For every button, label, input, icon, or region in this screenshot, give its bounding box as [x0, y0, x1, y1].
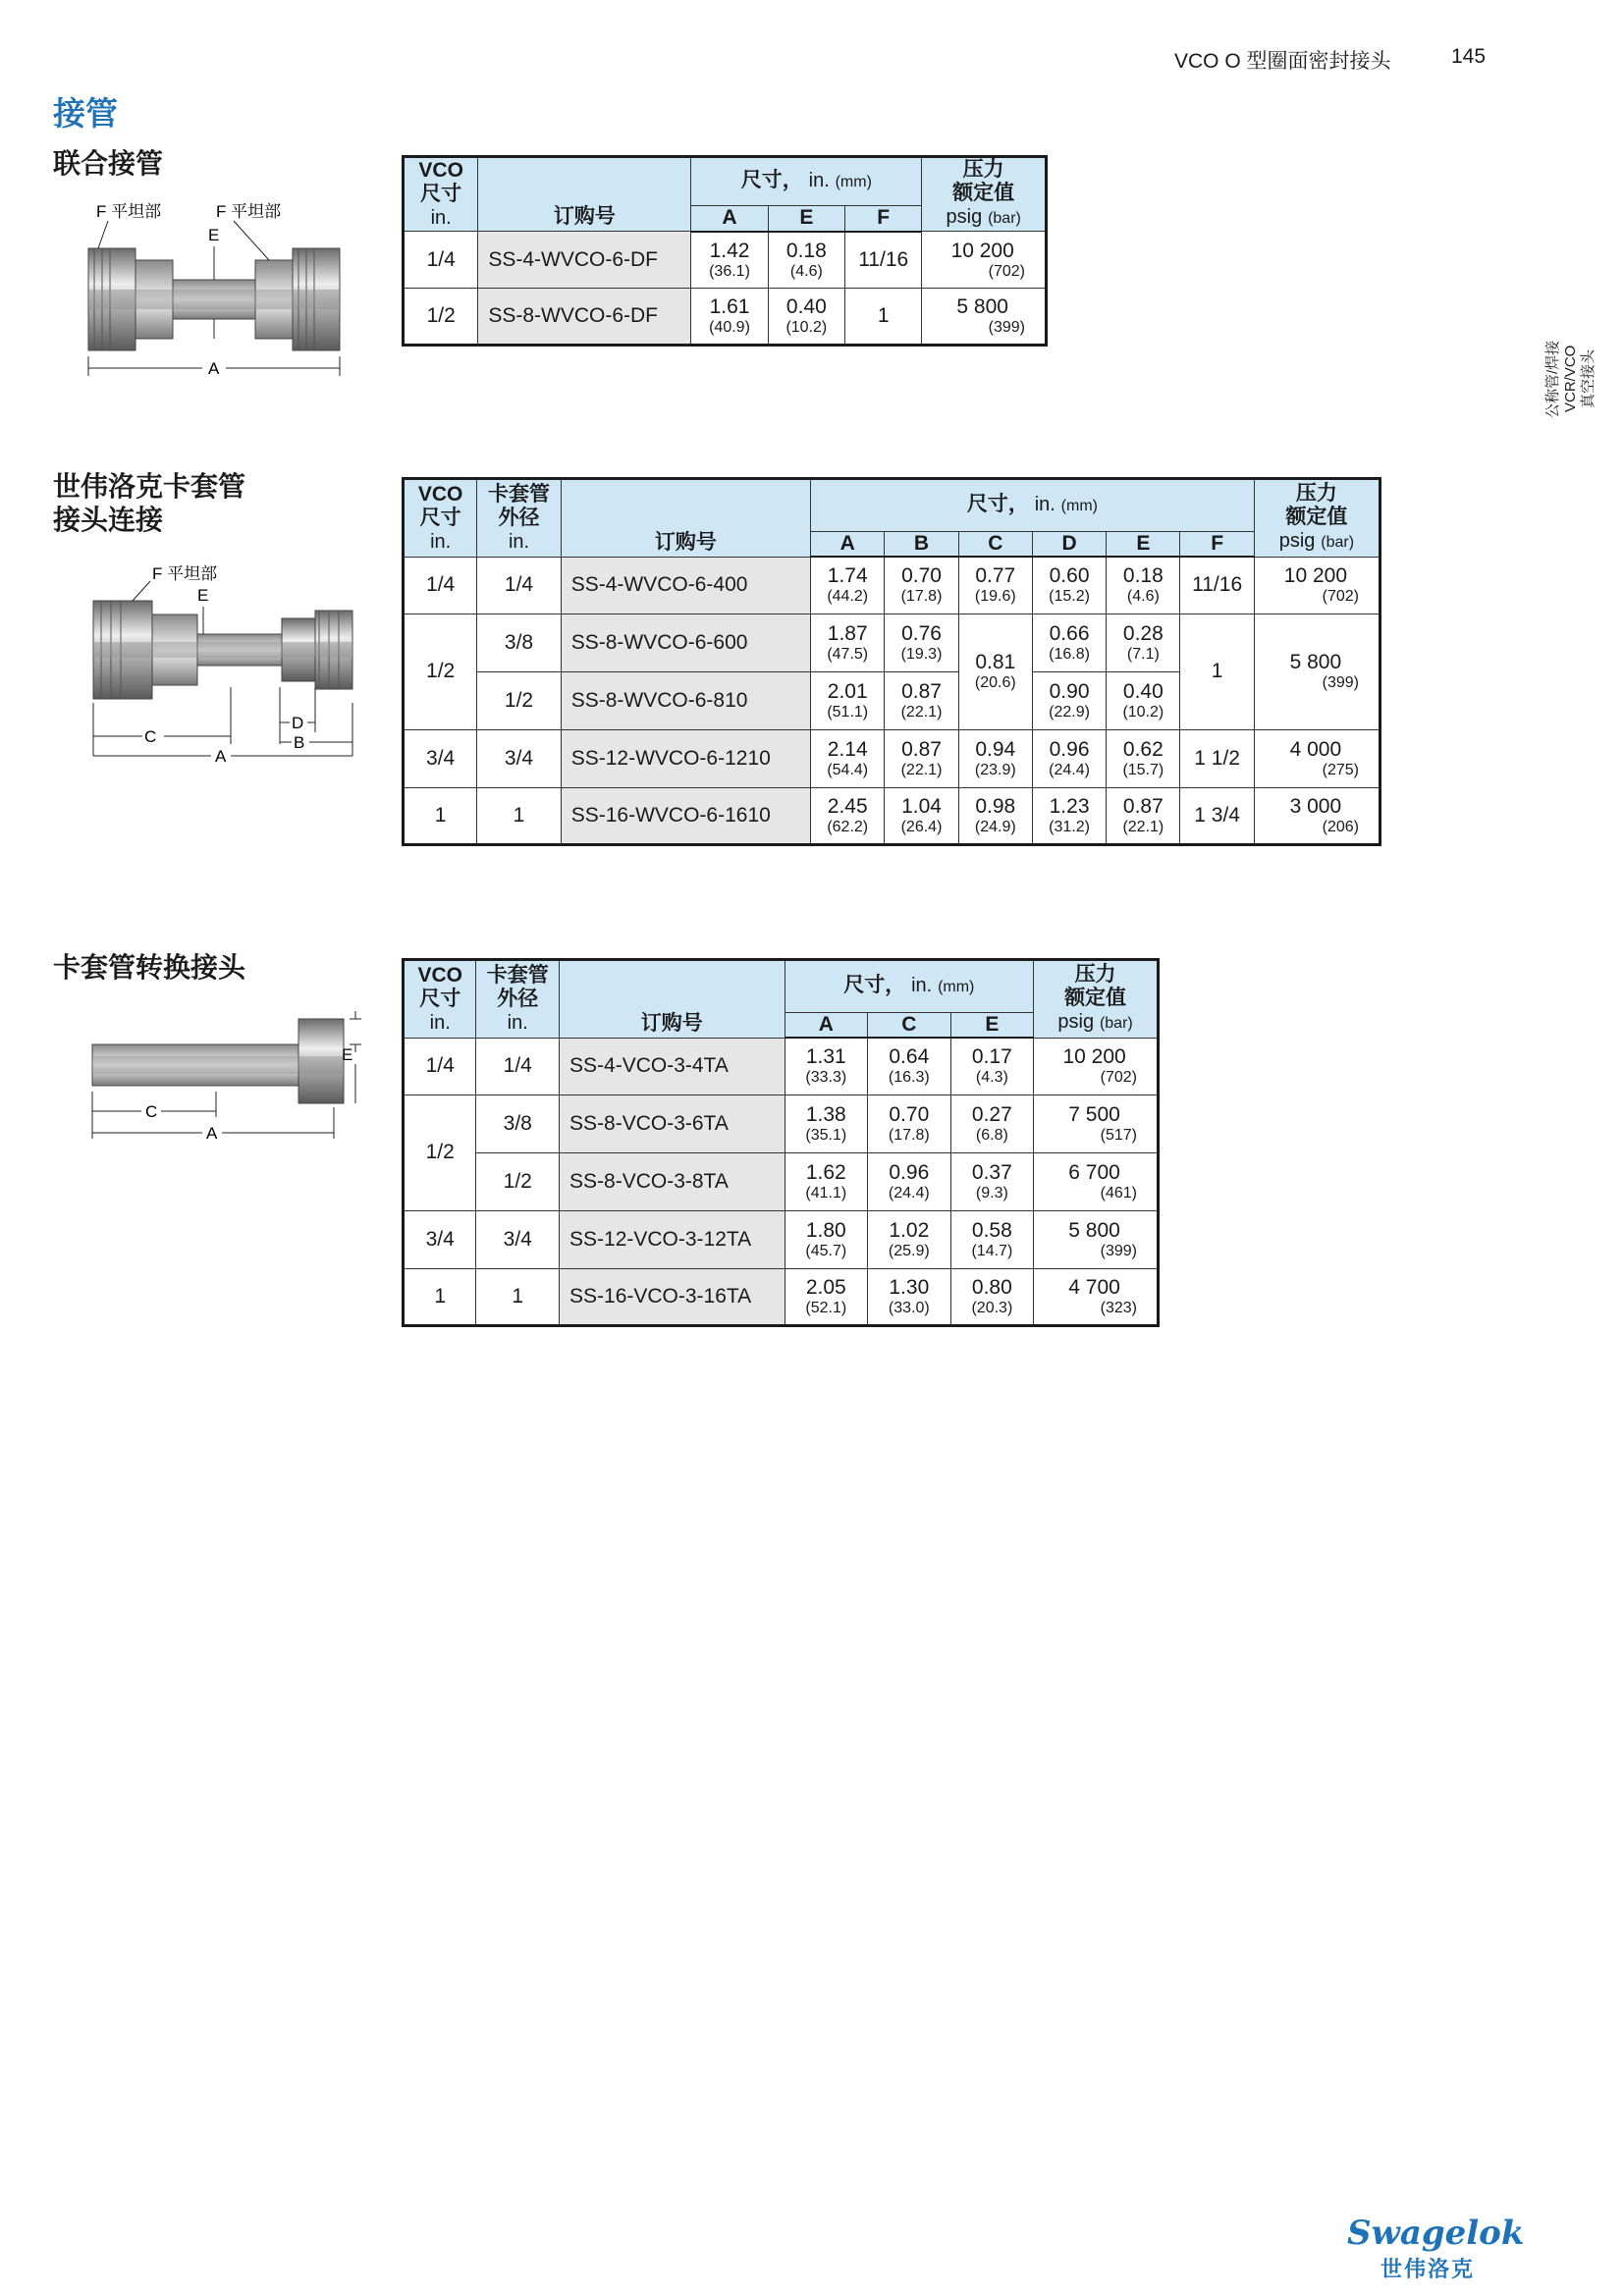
- col-a: A: [785, 1013, 868, 1039]
- logo-chinese: 世伟洛克: [1380, 2257, 1476, 2281]
- col-f: F: [845, 206, 922, 232]
- tube-title-line1: 世伟洛克卡套管: [53, 471, 246, 502]
- union-title: 联合接管: [53, 148, 164, 179]
- adapter-diagram-c: C: [145, 1102, 158, 1121]
- table-row: 1/2 3/8 SS-8-VCO-3-6TA 1.38 (35.1) 0.70 (17.8) 0.27 (6.8) 7 500 (517): [404, 1095, 1159, 1152]
- col-order: 订购号: [561, 479, 810, 558]
- table-row: 1/2 SS-8-WVCO-6-DF 1.61 (40.9) 0.40 (10.2) 1 5 800 (399): [404, 289, 1047, 346]
- col-e: E: [950, 1013, 1034, 1039]
- side-tab-line3: 真空接头: [1580, 348, 1597, 408]
- col-d: D: [1032, 532, 1106, 558]
- part-number: SS-4-WVCO-6-DF: [478, 232, 691, 289]
- union-diagram-f-left: F 平坦部: [96, 202, 162, 221]
- side-tab-line2: VCR/VCO: [1562, 345, 1579, 412]
- side-tab[interactable]: [1543, 332, 1624, 418]
- col-a: A: [691, 206, 768, 232]
- col-e: E: [1107, 532, 1180, 558]
- col-f: F: [1180, 532, 1254, 558]
- table-row: 1/4 1/4 SS-4-VCO-3-4TA 1.31 (33.3) 0.64 (16.3) 0.17 (4.3) 10 200 (702): [404, 1038, 1159, 1095]
- col-c: C: [868, 1013, 951, 1039]
- tube-diagram-e: E: [197, 586, 209, 605]
- part-number: SS-8-WVCO-6-810: [561, 671, 810, 729]
- tube-diagram-b: B: [294, 733, 305, 752]
- col-pressure: 压力 额定值 psig (bar): [1254, 479, 1380, 558]
- part-number: SS-8-VCO-3-8TA: [560, 1152, 785, 1210]
- union-table: [402, 155, 1048, 347]
- union-diagram-a: A: [208, 359, 220, 378]
- table-row: 3/4 3/4 SS-12-VCO-3-12TA 1.80 (45.7) 1.02 (25.9) 0.58 (14.7) 5 800 (399): [404, 1210, 1159, 1268]
- adapter-diagram-e: E: [342, 1045, 353, 1064]
- table-row: 1/2 3/8 SS-8-WVCO-6-600 1.87 (47.5) 0.76 (19.3) 0.81 (20.6) 0.66 (16.8) 0.28 (7.1) 1 5 800 (399): [404, 614, 1380, 671]
- union-diagram: [69, 191, 363, 388]
- tube-diagram: [83, 560, 378, 771]
- col-order: 订购号: [478, 157, 691, 232]
- part-number: SS-12-WVCO-6-1210: [561, 729, 810, 787]
- col-vco-size: VCO 尺寸 in.: [404, 157, 478, 232]
- part-number: SS-16-WVCO-6-1610: [561, 787, 810, 844]
- col-vco-size: VCO 尺寸 in.: [404, 960, 476, 1039]
- table-row: 3/4 3/4 SS-12-WVCO-6-1210 2.14 (54.4) 0.87 (22.1) 0.94 (23.9) 0.96 (24.4) 0.62 (15.7) 1 1/2 4 000 (275): [404, 729, 1380, 787]
- table-row: 1/4 1/4 SS-4-WVCO-6-400 1.74 (44.2) 0.70 (17.8) 0.77 (19.6) 0.60 (15.2) 0.18 (4.6) 11/16 10 200 (702): [404, 557, 1380, 614]
- col-e: E: [768, 206, 844, 232]
- col-tube-od: 卡套管 外径 in.: [477, 479, 561, 558]
- col-c: C: [958, 532, 1032, 558]
- col-tube-od: 卡套管 外径 in.: [476, 960, 560, 1039]
- col-vco-size: VCO 尺寸 in.: [404, 479, 477, 558]
- col-a: A: [811, 532, 885, 558]
- col-pressure: 压力 额定值 psig (bar): [1034, 960, 1159, 1039]
- part-number: SS-8-VCO-3-6TA: [560, 1095, 785, 1152]
- table-row: 1/4 SS-4-WVCO-6-DF 1.42 (36.1) 0.18 (4.6) 11/16 10 200 (702): [404, 232, 1047, 289]
- adapter-diagram-a: A: [206, 1124, 218, 1143]
- part-number: SS-8-WVCO-6-600: [561, 614, 810, 671]
- table-row: 1 1 SS-16-WVCO-6-1610 2.45 (62.2) 1.04 (26.4) 0.98 (24.9) 1.23 (31.2) 0.87 (22.1) 1 3/4 3 000 (206): [404, 787, 1380, 844]
- swagelok-logo[interactable]: [1347, 2214, 1524, 2283]
- tube-title-line2: 接头连接: [53, 505, 164, 535]
- table-row: 1/2 SS-8-WVCO-6-810 2.01 (51.1) 0.87 (22.1) 0.90 (22.9) 0.40 (10.2): [404, 671, 1380, 729]
- logo-wordmark: Swagelok: [1347, 2214, 1525, 2253]
- part-number: SS-12-VCO-3-12TA: [560, 1210, 785, 1268]
- tube-diagram-c: C: [144, 727, 157, 746]
- table-row: 1 1 SS-16-VCO-3-16TA 2.05 (52.1) 1.30 (33.0) 0.80 (20.3) 4 700 (323): [404, 1268, 1159, 1325]
- col-b: B: [885, 532, 958, 558]
- tube-diagram-f: F 平坦部: [152, 564, 218, 583]
- page-number: 145: [1451, 45, 1487, 68]
- col-pressure: 压力 额定值 psig (bar): [922, 157, 1047, 232]
- adapter-table: [402, 958, 1160, 1327]
- tube-diagram-d: D: [292, 714, 304, 732]
- col-order: 订购号: [560, 960, 785, 1039]
- section-title: 接管: [53, 95, 118, 132]
- col-dims: 尺寸， in. (mm): [691, 157, 922, 206]
- part-number: SS-16-VCO-3-16TA: [560, 1268, 785, 1325]
- col-dims: 尺寸， in. (mm): [785, 960, 1034, 1013]
- union-diagram-e: E: [208, 226, 220, 244]
- part-number: SS-4-WVCO-6-400: [561, 557, 810, 614]
- tube-diagram-a: A: [215, 747, 227, 766]
- adapter-diagram: [86, 1009, 371, 1147]
- table-row: 1/2 SS-8-VCO-3-8TA 1.62 (41.1) 0.96 (24.4) 0.37 (9.3) 6 700 (461): [404, 1152, 1159, 1210]
- part-number: SS-8-WVCO-6-DF: [478, 289, 691, 346]
- side-tab-line1: 公称管/焊接: [1544, 340, 1561, 418]
- tube-table: [402, 477, 1381, 846]
- part-number: SS-4-VCO-3-4TA: [560, 1038, 785, 1095]
- col-dims: 尺寸， in. (mm): [811, 479, 1255, 532]
- page-header-title: VCO O 型圈面密封接头: [1174, 50, 1391, 73]
- union-diagram-f-right: F 平坦部: [216, 202, 282, 221]
- adapter-title: 卡套管转换接头: [53, 952, 246, 983]
- tube-title: [53, 470, 245, 537]
